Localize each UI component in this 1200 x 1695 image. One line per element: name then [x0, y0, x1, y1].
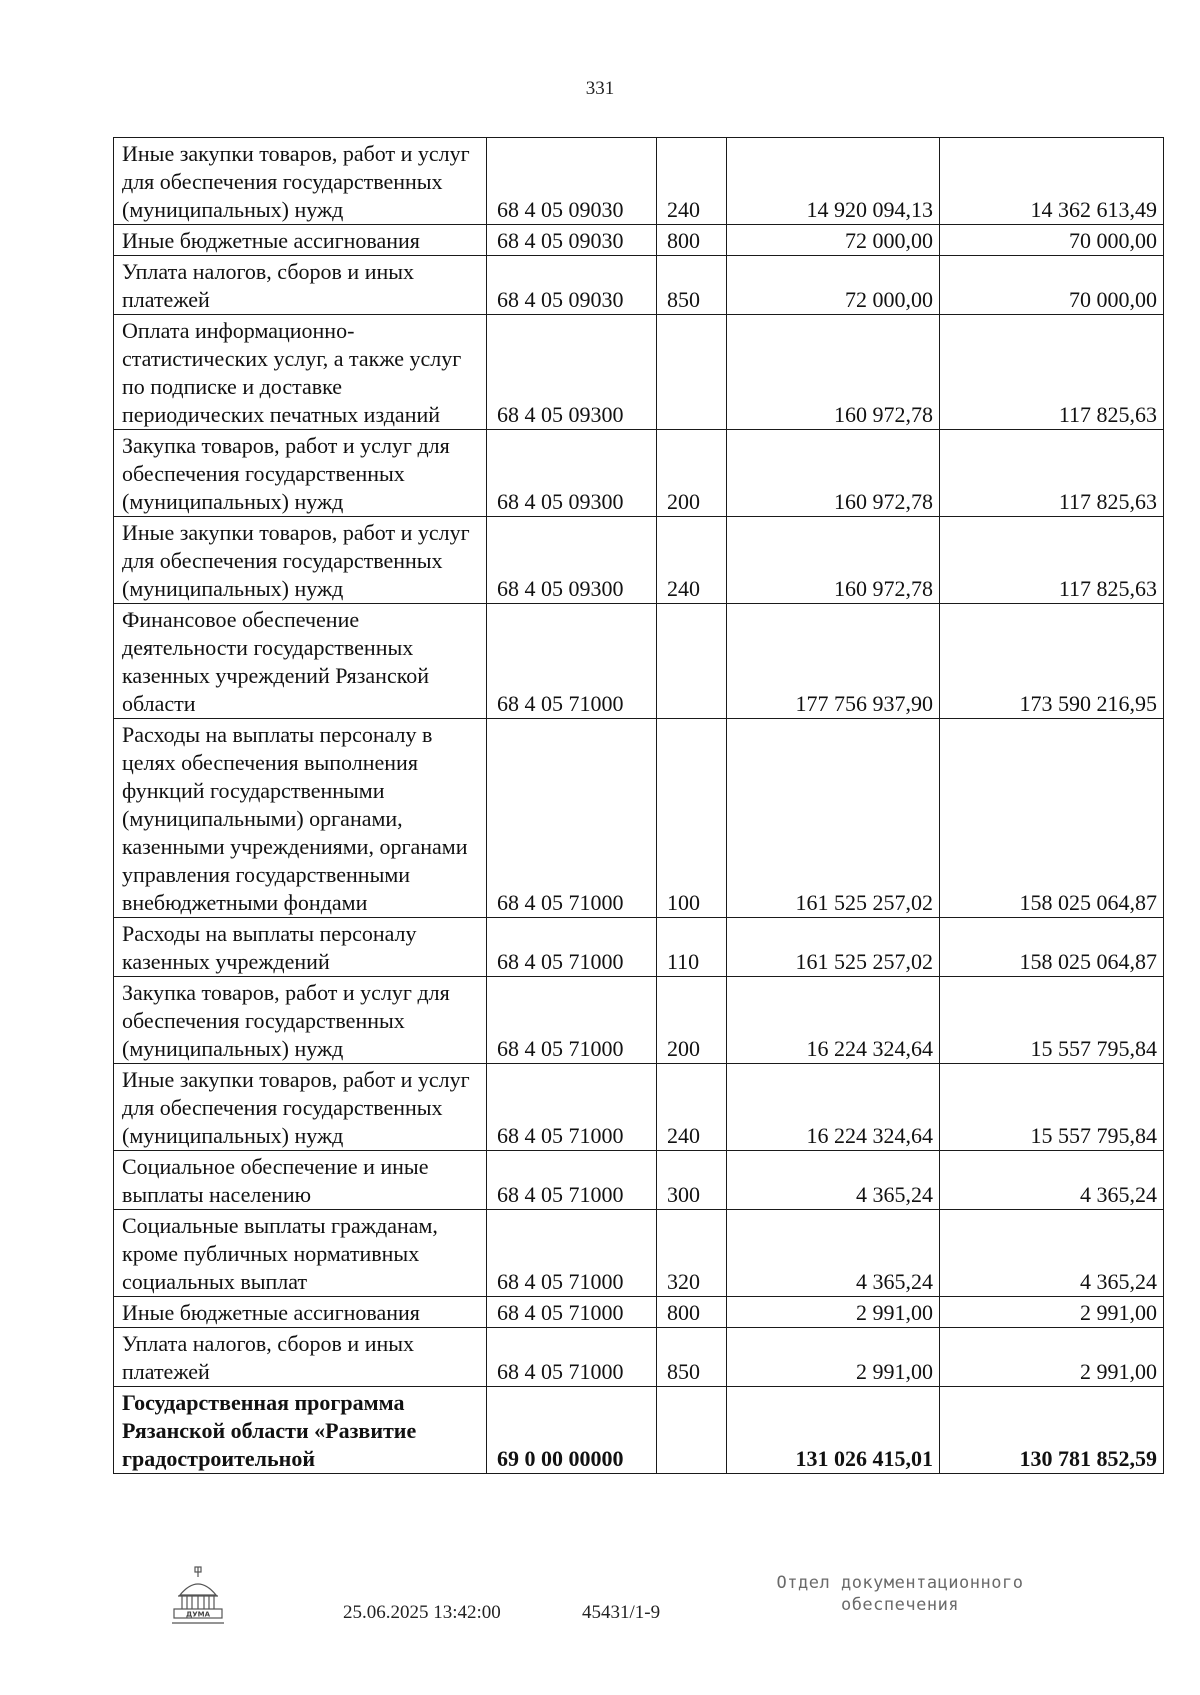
row-amount-1: 161 525 257,02: [727, 918, 940, 977]
row-code: 68 4 05 71000: [487, 918, 657, 977]
row-amount-2: 158 025 064,87: [940, 918, 1164, 977]
row-amount-2: 2 991,00: [940, 1297, 1164, 1328]
table-body: [114, 138, 1164, 1474]
row-code: 68 4 05 09300: [487, 517, 657, 604]
row-amount-1: 160 972,78: [727, 315, 940, 430]
row-amount-2: 70 000,00: [940, 256, 1164, 315]
row-name: Уплата налогов, сборов и иных платежей: [114, 1328, 487, 1387]
table-row: [114, 1151, 1164, 1210]
row-amount-1: 14 920 094,13: [727, 138, 940, 225]
row-amount-2: 130 781 852,59: [940, 1387, 1164, 1474]
row-amount-1: 177 756 937,90: [727, 604, 940, 719]
row-expense-type: [657, 1387, 727, 1474]
row-code: 68 4 05 71000: [487, 1064, 657, 1151]
row-expense-type: 850: [657, 256, 727, 315]
row-name: Социальные выплаты гражданам, кроме публичных нормативных социальных выплат: [114, 1210, 487, 1297]
row-code: 69 0 00 00000: [487, 1387, 657, 1474]
row-amount-1: 160 972,78: [727, 430, 940, 517]
row-amount-2: 15 557 795,84: [940, 977, 1164, 1064]
row-name: Иные закупки товаров, работ и услуг для обеспечения государственных (муниципальных) нужд: [114, 138, 487, 225]
row-name: Закупка товаров, работ и услуг для обеспечения государственных (муниципальных) нужд: [114, 430, 487, 517]
row-code: 68 4 05 71000: [487, 604, 657, 719]
table-row: [114, 1328, 1164, 1387]
row-code: 68 4 05 71000: [487, 1328, 657, 1387]
table-row: [114, 918, 1164, 977]
row-name: Расходы на выплаты персоналу казенных учреждений: [114, 918, 487, 977]
table-row: [114, 1064, 1164, 1151]
row-expense-type: 240: [657, 1064, 727, 1151]
table-row: [114, 430, 1164, 517]
row-name: Финансовое обеспечение деятельности государственных казенных учреждений Рязанской области: [114, 604, 487, 719]
row-name: Социальное обеспечение и иные выплаты населению: [114, 1151, 487, 1210]
row-expense-type: 110: [657, 918, 727, 977]
row-expense-type: 800: [657, 1297, 727, 1328]
row-expense-type: 240: [657, 138, 727, 225]
row-name: Иные закупки товаров, работ и услуг для обеспечения государственных (муниципальных) нужд: [114, 517, 487, 604]
budget-table: [113, 137, 1164, 1474]
row-name: Закупка товаров, работ и услуг для обеспечения государственных (муниципальных) нужд: [114, 977, 487, 1064]
row-expense-type: 240: [657, 517, 727, 604]
row-amount-2: 173 590 216,95: [940, 604, 1164, 719]
row-expense-type: 320: [657, 1210, 727, 1297]
table-row: [114, 225, 1164, 256]
row-amount-1: 72 000,00: [727, 256, 940, 315]
row-code: 68 4 05 71000: [487, 1151, 657, 1210]
row-expense-type: 800: [657, 225, 727, 256]
table-row: [114, 315, 1164, 430]
footer-datetime: 25.06.2025 13:42:00: [343, 1602, 501, 1623]
row-amount-2: 4 365,24: [940, 1210, 1164, 1297]
row-amount-1: 2 991,00: [727, 1328, 940, 1387]
department-stamp: [740, 1572, 1060, 1616]
table-row: [114, 977, 1164, 1064]
footer-doc-number: 45431/1-9: [582, 1602, 661, 1623]
stamp-line-2: обеспечения: [840, 1595, 960, 1615]
table-row: [114, 1210, 1164, 1297]
table-row: [114, 719, 1164, 918]
row-amount-1: 160 972,78: [727, 517, 940, 604]
row-expense-type: 850: [657, 1328, 727, 1387]
row-code: 68 4 05 09300: [487, 430, 657, 517]
table-row: [114, 1387, 1164, 1474]
table-row: [114, 604, 1164, 719]
row-code: 68 4 05 71000: [487, 977, 657, 1064]
row-amount-2: 117 825,63: [940, 430, 1164, 517]
row-amount-1: 161 525 257,02: [727, 719, 940, 918]
row-name: Иные бюджетные ассигнования: [114, 1297, 487, 1328]
row-expense-type: [657, 315, 727, 430]
row-name: Уплата налогов, сборов и иных платежей: [114, 256, 487, 315]
row-code: 68 4 05 71000: [487, 719, 657, 918]
row-amount-1: 131 026 415,01: [727, 1387, 940, 1474]
table-row: [114, 517, 1164, 604]
row-amount-1: 2 991,00: [727, 1297, 940, 1328]
row-name: Иные закупки товаров, работ и услуг для обеспечения государственных (муниципальных) нужд: [114, 1064, 487, 1151]
row-expense-type: 100: [657, 719, 727, 918]
row-amount-2: 158 025 064,87: [940, 719, 1164, 918]
table-row: [114, 138, 1164, 225]
row-code: 68 4 05 09030: [487, 138, 657, 225]
table-row: [114, 1297, 1164, 1328]
row-code: 68 4 05 71000: [487, 1297, 657, 1328]
row-amount-1: 16 224 324,64: [727, 1064, 940, 1151]
row-amount-1: 4 365,24: [727, 1210, 940, 1297]
row-code: 68 4 05 09030: [487, 256, 657, 315]
row-amount-1: 16 224 324,64: [727, 977, 940, 1064]
row-amount-2: 117 825,63: [940, 517, 1164, 604]
row-code: 68 4 05 09030: [487, 225, 657, 256]
row-amount-2: 15 557 795,84: [940, 1064, 1164, 1151]
row-amount-2: 2 991,00: [940, 1328, 1164, 1387]
row-expense-type: 200: [657, 977, 727, 1064]
row-amount-2: 70 000,00: [940, 225, 1164, 256]
row-expense-type: [657, 604, 727, 719]
page-number: 331: [585, 78, 615, 99]
row-name: Иные бюджетные ассигнования: [114, 225, 487, 256]
row-amount-1: 4 365,24: [727, 1151, 940, 1210]
row-amount-2: 14 362 613,49: [940, 138, 1164, 225]
duma-logo-icon: [170, 1565, 226, 1627]
row-code: 68 4 05 09300: [487, 315, 657, 430]
table-row: [114, 256, 1164, 315]
row-name: Оплата информационно-статистических услуг, а также услуг по подписке и доставке периодических печатных изданий: [114, 315, 487, 430]
row-expense-type: 300: [657, 1151, 727, 1210]
stamp-line-1: Отдел документационного: [776, 1573, 1024, 1593]
row-code: 68 4 05 71000: [487, 1210, 657, 1297]
row-amount-2: 4 365,24: [940, 1151, 1164, 1210]
row-amount-1: 72 000,00: [727, 225, 940, 256]
row-amount-2: 117 825,63: [940, 315, 1164, 430]
row-expense-type: 200: [657, 430, 727, 517]
row-name: Расходы на выплаты персоналу в целях обеспечения выполнения функций государственными (муниципальными) органами, казенными учреждениями, органами управления государственными внебюджетными фондами: [114, 719, 487, 918]
row-name: Государственная программа Рязанской области «Развитие градостроительной: [114, 1387, 487, 1474]
svg-text:ДУМА: ДУМА: [185, 1610, 211, 1619]
